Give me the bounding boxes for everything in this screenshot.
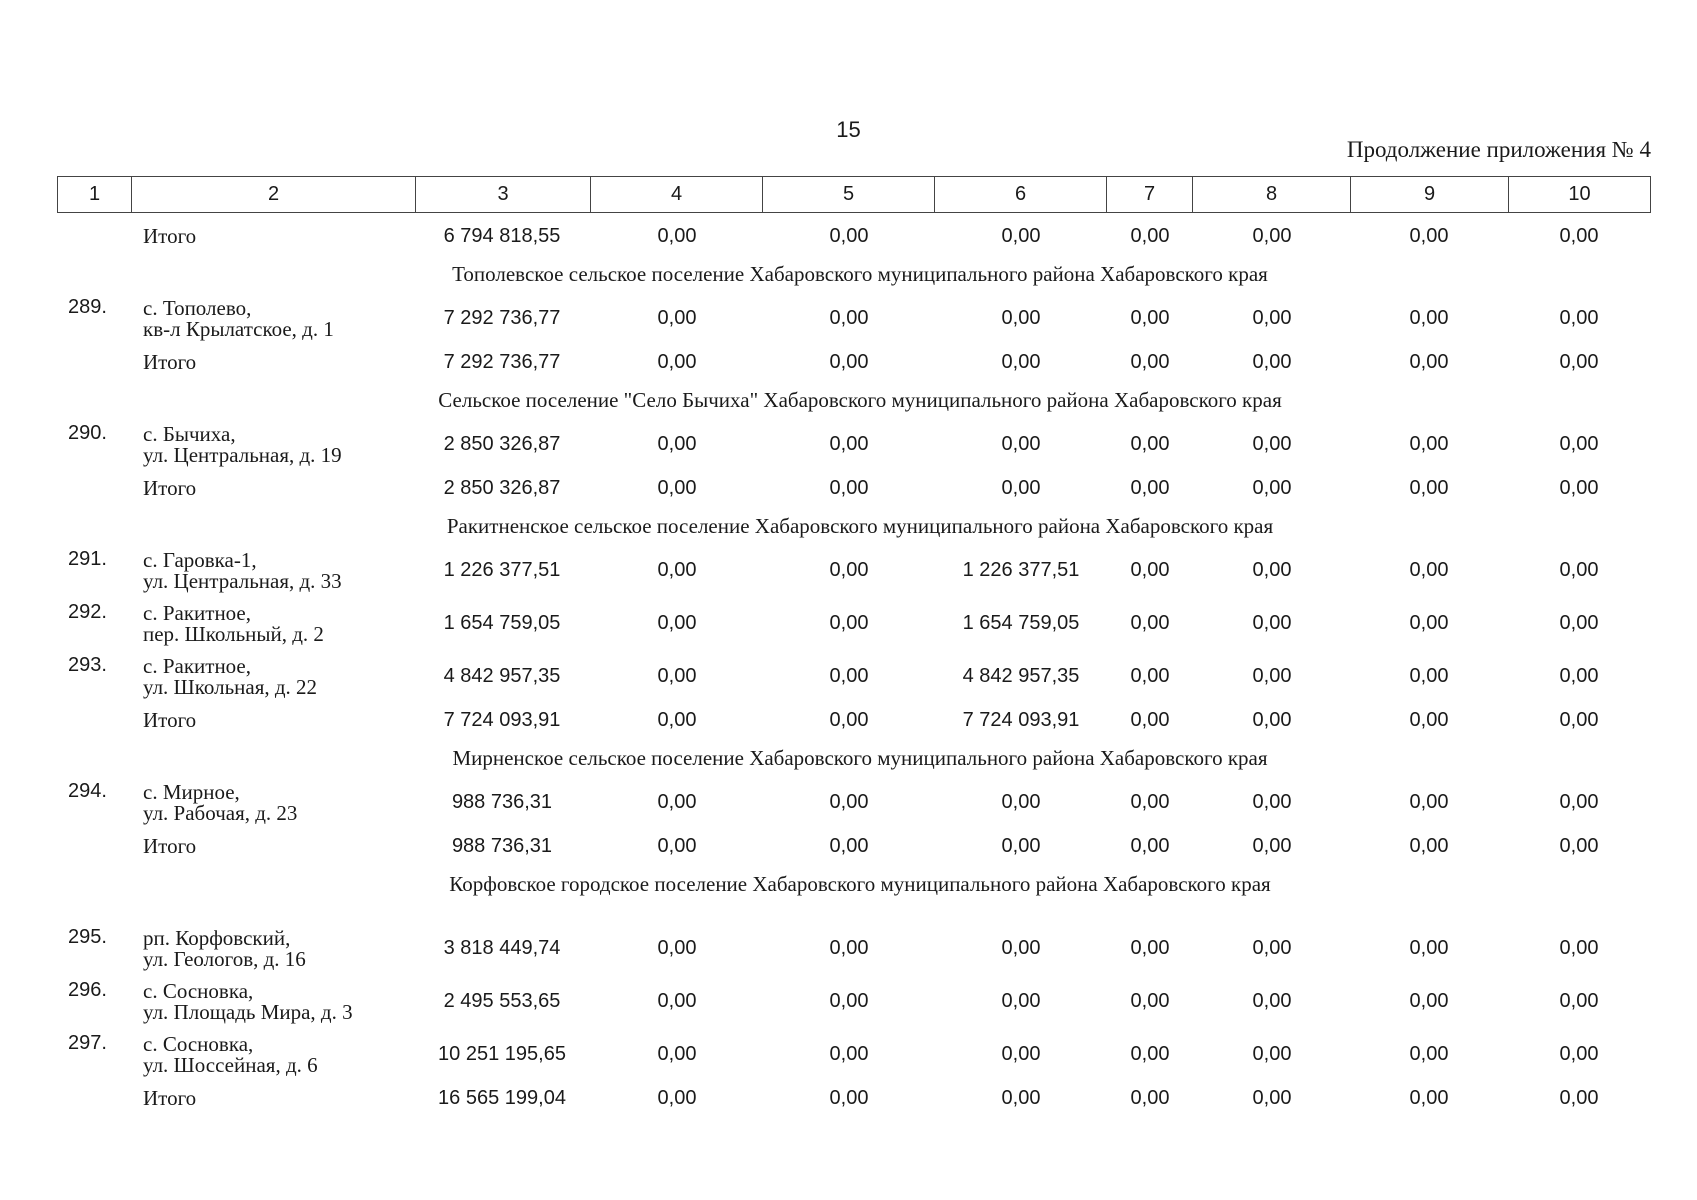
value-cell: 0,00 xyxy=(657,477,697,499)
value-cell: 0,00 xyxy=(829,559,869,581)
value-cell: 0,00 xyxy=(1130,433,1170,455)
value-cell: 7 724 093,91 xyxy=(962,709,1080,731)
total-label: Итого xyxy=(143,350,197,374)
value-cell: 0,00 xyxy=(1252,307,1292,329)
address-line-1: с. Ракитное, xyxy=(143,601,252,625)
value-cell: 0,00 xyxy=(1001,835,1041,857)
value-cell: 0,00 xyxy=(1559,225,1599,247)
value-cell: 0,00 xyxy=(1559,612,1599,634)
address-line-1: с. Сосновка, xyxy=(143,979,254,1003)
value-cell: 0,00 xyxy=(657,665,697,687)
value-cell: 0,00 xyxy=(657,835,697,857)
column-header: 9 xyxy=(1351,177,1509,213)
value-cell: 1 654 759,05 xyxy=(962,612,1080,634)
value-cell: 0,00 xyxy=(1252,351,1292,373)
value-cell: 0,00 xyxy=(657,1087,697,1109)
value-cell: 0,00 xyxy=(1559,477,1599,499)
value-cell: 0,00 xyxy=(1001,937,1041,959)
value-cell: 0,00 xyxy=(829,351,869,373)
value-cell: 4 842 957,35 xyxy=(443,665,561,687)
value-cell: 0,00 xyxy=(1559,835,1599,857)
value-cell: 0,00 xyxy=(1130,665,1170,687)
value-cell: 988 736,31 xyxy=(451,835,553,857)
value-cell: 0,00 xyxy=(1559,351,1599,373)
value-cell: 0,00 xyxy=(1130,225,1170,247)
address-line-1: рп. Корфовский, xyxy=(143,926,291,950)
address-line-1: с. Гаровка-1, xyxy=(143,548,257,572)
value-cell: 0,00 xyxy=(1559,665,1599,687)
value-cell: 0,00 xyxy=(1130,559,1170,581)
value-cell: 0,00 xyxy=(1130,937,1170,959)
value-cell: 0,00 xyxy=(1252,225,1292,247)
address-cell xyxy=(143,782,297,824)
row-number: 294. xyxy=(68,780,107,802)
value-cell: 0,00 xyxy=(1252,477,1292,499)
value-cell: 0,00 xyxy=(657,433,697,455)
row-number: 292. xyxy=(68,601,107,623)
value-cell: 0,00 xyxy=(1252,559,1292,581)
address-line-2: пер. Школьный, д. 2 xyxy=(143,622,324,646)
value-cell: 0,00 xyxy=(1001,791,1041,813)
address-cell xyxy=(143,298,334,340)
value-cell: 0,00 xyxy=(1409,307,1449,329)
value-cell: 0,00 xyxy=(1409,1043,1449,1065)
address-line-2: ул. Школьная, д. 22 xyxy=(143,675,318,699)
value-cell: 0,00 xyxy=(829,835,869,857)
total-label: Итого xyxy=(143,708,197,732)
section-title: Корфовское городское поселение Хабаровского муниципального района Хабаровского края xyxy=(449,872,1271,896)
value-cell: 0,00 xyxy=(657,225,697,247)
address-line-1: с. Бычиха, xyxy=(143,422,236,446)
section-title: Ракитненское сельское поселение Хабаровского муниципального района Хабаровского края xyxy=(446,514,1274,538)
row-number: 291. xyxy=(68,548,107,570)
total-label: Итого xyxy=(143,834,197,858)
column-header: 1 xyxy=(58,177,132,213)
value-cell: 0,00 xyxy=(657,351,697,373)
total-label: Итого xyxy=(143,476,197,500)
value-cell: 0,00 xyxy=(657,990,697,1012)
section-title: Сельское поселение "Село Бычиха" Хабаровского муниципального района Хабаровского края xyxy=(438,388,1282,412)
value-cell: 0,00 xyxy=(657,612,697,634)
address-cell xyxy=(143,981,353,1023)
address-line-1: с. Ракитное, xyxy=(143,654,252,678)
value-cell: 0,00 xyxy=(1409,1087,1449,1109)
value-cell: 0,00 xyxy=(1559,1043,1599,1065)
value-cell: 7 292 736,77 xyxy=(443,351,561,373)
page-number: 15 xyxy=(836,117,861,142)
value-cell: 0,00 xyxy=(1559,791,1599,813)
value-cell: 1 226 377,51 xyxy=(962,559,1080,581)
value-cell: 0,00 xyxy=(829,1087,869,1109)
section-title: Тополевское сельское поселение Хабаровского муниципального района Хабаровского края xyxy=(452,262,1268,286)
value-cell: 0,00 xyxy=(829,433,869,455)
value-cell: 0,00 xyxy=(657,709,697,731)
column-header: 8 xyxy=(1193,177,1351,213)
section-title: Мирненское сельское поселение Хабаровского муниципального района Хабаровского края xyxy=(452,746,1268,770)
column-header: 2 xyxy=(132,177,416,213)
value-cell: 7 292 736,77 xyxy=(443,307,561,329)
column-header-row xyxy=(58,177,1651,213)
value-cell: 0,00 xyxy=(1409,791,1449,813)
column-header: 4 xyxy=(591,177,763,213)
value-cell: 0,00 xyxy=(1559,709,1599,731)
value-cell: 0,00 xyxy=(1130,612,1170,634)
value-cell: 6 794 818,55 xyxy=(443,225,561,247)
column-header: 10 xyxy=(1509,177,1651,213)
value-cell: 0,00 xyxy=(1409,477,1449,499)
row-number: 290. xyxy=(68,422,107,444)
value-cell: 0,00 xyxy=(829,477,869,499)
value-cell: 0,00 xyxy=(1001,351,1041,373)
value-cell: 0,00 xyxy=(829,990,869,1012)
address-line-1: с. Тополево, xyxy=(143,296,252,320)
value-cell: 7 724 093,91 xyxy=(443,709,561,731)
value-cell: 0,00 xyxy=(1252,835,1292,857)
value-cell: 0,00 xyxy=(657,559,697,581)
address-line-2: ул. Рабочая, д. 23 xyxy=(143,801,298,825)
value-cell: 0,00 xyxy=(1130,307,1170,329)
address-cell xyxy=(143,603,324,645)
value-cell: 0,00 xyxy=(1130,709,1170,731)
address-cell xyxy=(143,928,306,970)
address-line-2: ул. Шоссейная, д. 6 xyxy=(143,1053,318,1077)
value-cell: 1 654 759,05 xyxy=(443,612,561,634)
value-cell: 0,00 xyxy=(657,307,697,329)
value-cell: 0,00 xyxy=(1559,559,1599,581)
value-cell: 16 565 199,04 xyxy=(438,1087,566,1109)
value-cell: 0,00 xyxy=(1559,990,1599,1012)
value-cell: 2 495 553,65 xyxy=(443,990,561,1012)
value-cell: 988 736,31 xyxy=(451,791,553,813)
value-cell: 0,00 xyxy=(829,1043,869,1065)
value-cell: 0,00 xyxy=(1409,937,1449,959)
column-header: 3 xyxy=(416,177,591,213)
value-cell: 2 850 326,87 xyxy=(443,433,561,455)
value-cell: 0,00 xyxy=(1409,433,1449,455)
value-cell: 0,00 xyxy=(1130,351,1170,373)
value-cell: 0,00 xyxy=(829,709,869,731)
value-cell: 0,00 xyxy=(1559,307,1599,329)
total-label: Итого xyxy=(143,1086,197,1110)
value-cell: 0,00 xyxy=(829,665,869,687)
value-cell: 0,00 xyxy=(1252,937,1292,959)
column-header: 7 xyxy=(1107,177,1193,213)
value-cell: 0,00 xyxy=(1130,791,1170,813)
address-cell xyxy=(143,656,317,698)
address-line-2: ул. Центральная, д. 33 xyxy=(143,569,342,593)
value-cell: 0,00 xyxy=(1409,559,1449,581)
value-cell: 0,00 xyxy=(829,307,869,329)
address-line-1: с. Мирное, xyxy=(143,780,240,804)
value-cell: 0,00 xyxy=(829,225,869,247)
value-cell: 0,00 xyxy=(1559,937,1599,959)
value-cell: 0,00 xyxy=(1559,433,1599,455)
continuation-label: Продолжение приложения № 4 xyxy=(1346,137,1651,162)
value-cell: 0,00 xyxy=(1252,433,1292,455)
value-cell: 0,00 xyxy=(829,791,869,813)
address-line-1: с. Сосновка, xyxy=(143,1032,254,1056)
value-cell: 0,00 xyxy=(1252,791,1292,813)
value-cell: 0,00 xyxy=(1001,1043,1041,1065)
value-cell: 0,00 xyxy=(1130,1087,1170,1109)
column-header-table xyxy=(57,176,1651,213)
address-cell xyxy=(143,1034,318,1076)
value-cell: 0,00 xyxy=(1001,225,1041,247)
column-header: 6 xyxy=(935,177,1107,213)
address-line-2: ул. Центральная, д. 19 xyxy=(143,443,342,467)
value-cell: 0,00 xyxy=(1409,612,1449,634)
value-cell: 0,00 xyxy=(657,791,697,813)
value-cell: 0,00 xyxy=(1001,433,1041,455)
row-number: 297. xyxy=(68,1032,107,1054)
total-label: Итого xyxy=(143,224,197,248)
value-cell: 0,00 xyxy=(1252,1087,1292,1109)
value-cell: 0,00 xyxy=(657,1043,697,1065)
value-cell: 0,00 xyxy=(1130,477,1170,499)
address-cell xyxy=(143,550,342,592)
value-cell: 0,00 xyxy=(1001,1087,1041,1109)
address-line-2: кв-л Крылатское, д. 1 xyxy=(143,317,334,341)
row-number: 289. xyxy=(68,296,107,318)
value-cell: 0,00 xyxy=(1252,709,1292,731)
value-cell: 0,00 xyxy=(1001,307,1041,329)
value-cell: 0,00 xyxy=(1130,990,1170,1012)
value-cell: 0,00 xyxy=(1001,477,1041,499)
address-line-2: ул. Площадь Мира, д. 3 xyxy=(143,1000,353,1024)
value-cell: 0,00 xyxy=(1409,709,1449,731)
value-cell: 0,00 xyxy=(1130,835,1170,857)
value-cell: 0,00 xyxy=(829,937,869,959)
value-cell: 0,00 xyxy=(1409,225,1449,247)
value-cell: 0,00 xyxy=(1252,612,1292,634)
value-cell: 10 251 195,65 xyxy=(438,1043,566,1065)
row-number: 296. xyxy=(68,979,107,1001)
value-cell: 3 818 449,74 xyxy=(443,937,561,959)
value-cell: 4 842 957,35 xyxy=(962,665,1080,687)
row-number: 295. xyxy=(68,926,107,948)
row-number: 293. xyxy=(68,654,107,676)
value-cell: 0,00 xyxy=(1409,990,1449,1012)
value-cell: 0,00 xyxy=(657,937,697,959)
value-cell: 0,00 xyxy=(1001,990,1041,1012)
value-cell: 0,00 xyxy=(1252,1043,1292,1065)
value-cell: 0,00 xyxy=(1130,1043,1170,1065)
value-cell: 0,00 xyxy=(1409,351,1449,373)
address-cell xyxy=(143,424,342,466)
value-cell: 0,00 xyxy=(1252,990,1292,1012)
address-line-2: ул. Геологов, д. 16 xyxy=(143,947,306,971)
value-cell: 0,00 xyxy=(1409,835,1449,857)
column-header: 5 xyxy=(763,177,935,213)
value-cell: 0,00 xyxy=(1252,665,1292,687)
value-cell: 0,00 xyxy=(1409,665,1449,687)
value-cell: 1 226 377,51 xyxy=(443,559,561,581)
value-cell: 0,00 xyxy=(1559,1087,1599,1109)
value-cell: 0,00 xyxy=(829,612,869,634)
value-cell: 2 850 326,87 xyxy=(443,477,561,499)
